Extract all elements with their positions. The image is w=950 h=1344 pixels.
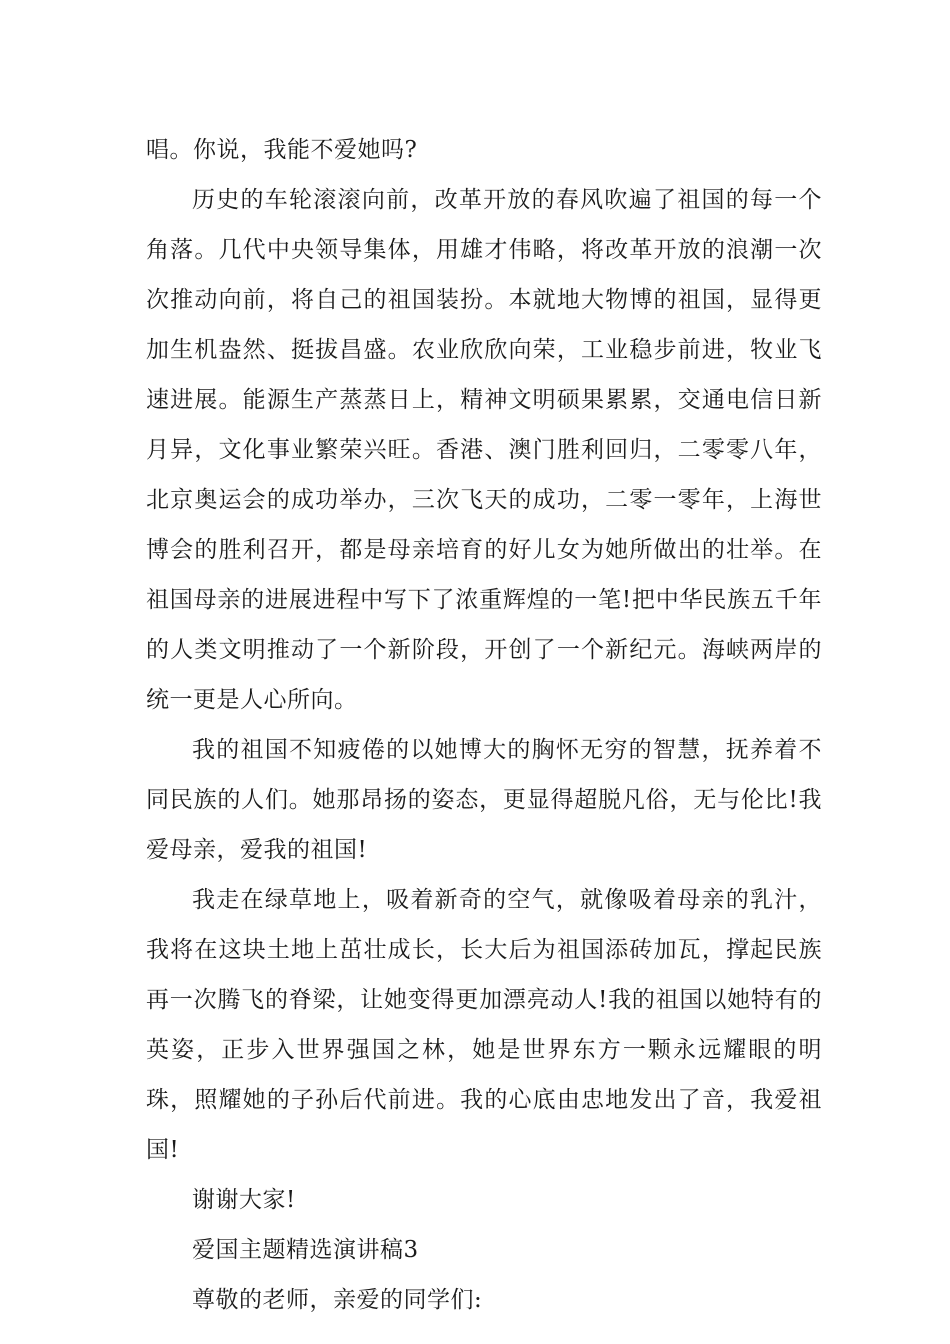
salutation: 尊敬的老师，亲爱的同学们: (192, 1287, 483, 1313)
paragraph-motherland: 我的祖国不知疲倦的以她博大的胸怀无穷的智慧，抚养着不同民族的人们。她那昂扬的姿态，更显得超脱凡俗，无与伦比!我爱母亲，爱我的祖国! (146, 737, 822, 863)
paragraph-continuation: 唱。你说，我能不爱她吗? (146, 137, 418, 163)
paragraph-thanks: 谢谢大家! (192, 1187, 296, 1213)
speech-title: 爱国主题精选演讲稿3 (192, 1237, 419, 1263)
document-body (146, 125, 822, 1325)
paragraph-grassland: 我走在绿草地上，吸着新奇的空气，就像吸着母亲的乳汁，我将在这块土地上茁壮成长，长大后为祖国添砖加瓦，撑起民族再一次腾飞的脊梁，让她变得更加漂亮动人!我的祖国以她特有的英姿，正步入世界强国之林，她是世界东方一颗永远耀眼的明珠，照耀她的子孙后代前进。我的心底由忠地发出了音，我爱祖国! (146, 887, 822, 1163)
paragraph-history: 历史的车轮滚滚向前，改革开放的春风吹遍了祖国的每一个角落。几代中央领导集体，用雄才伟略，将改革开放的浪潮一次次推动向前，将自己的祖国装扮。本就地大物博的祖国，显得更加生机盎然、挺拔昌盛。农业欣欣向荣，工业稳步前进，牧业飞速进展。能源生产蒸蒸日上，精神文明硕果累累，交通电信日新月异，文化事业繁荣兴旺。香港、澳门胜利回归，二零零八年，北京奥运会的成功举办，三次飞天的成功，二零一零年，上海世博会的胜利召开，都是母亲培育的好儿女为她所做出的壮举。在祖国母亲的进展进程中写下了浓重辉煌的一笔!把中华民族五千年的人类文明推动了一个新阶段，开创了一个新纪元。海峡两岸的统一更是人心所向。 (146, 187, 822, 713)
